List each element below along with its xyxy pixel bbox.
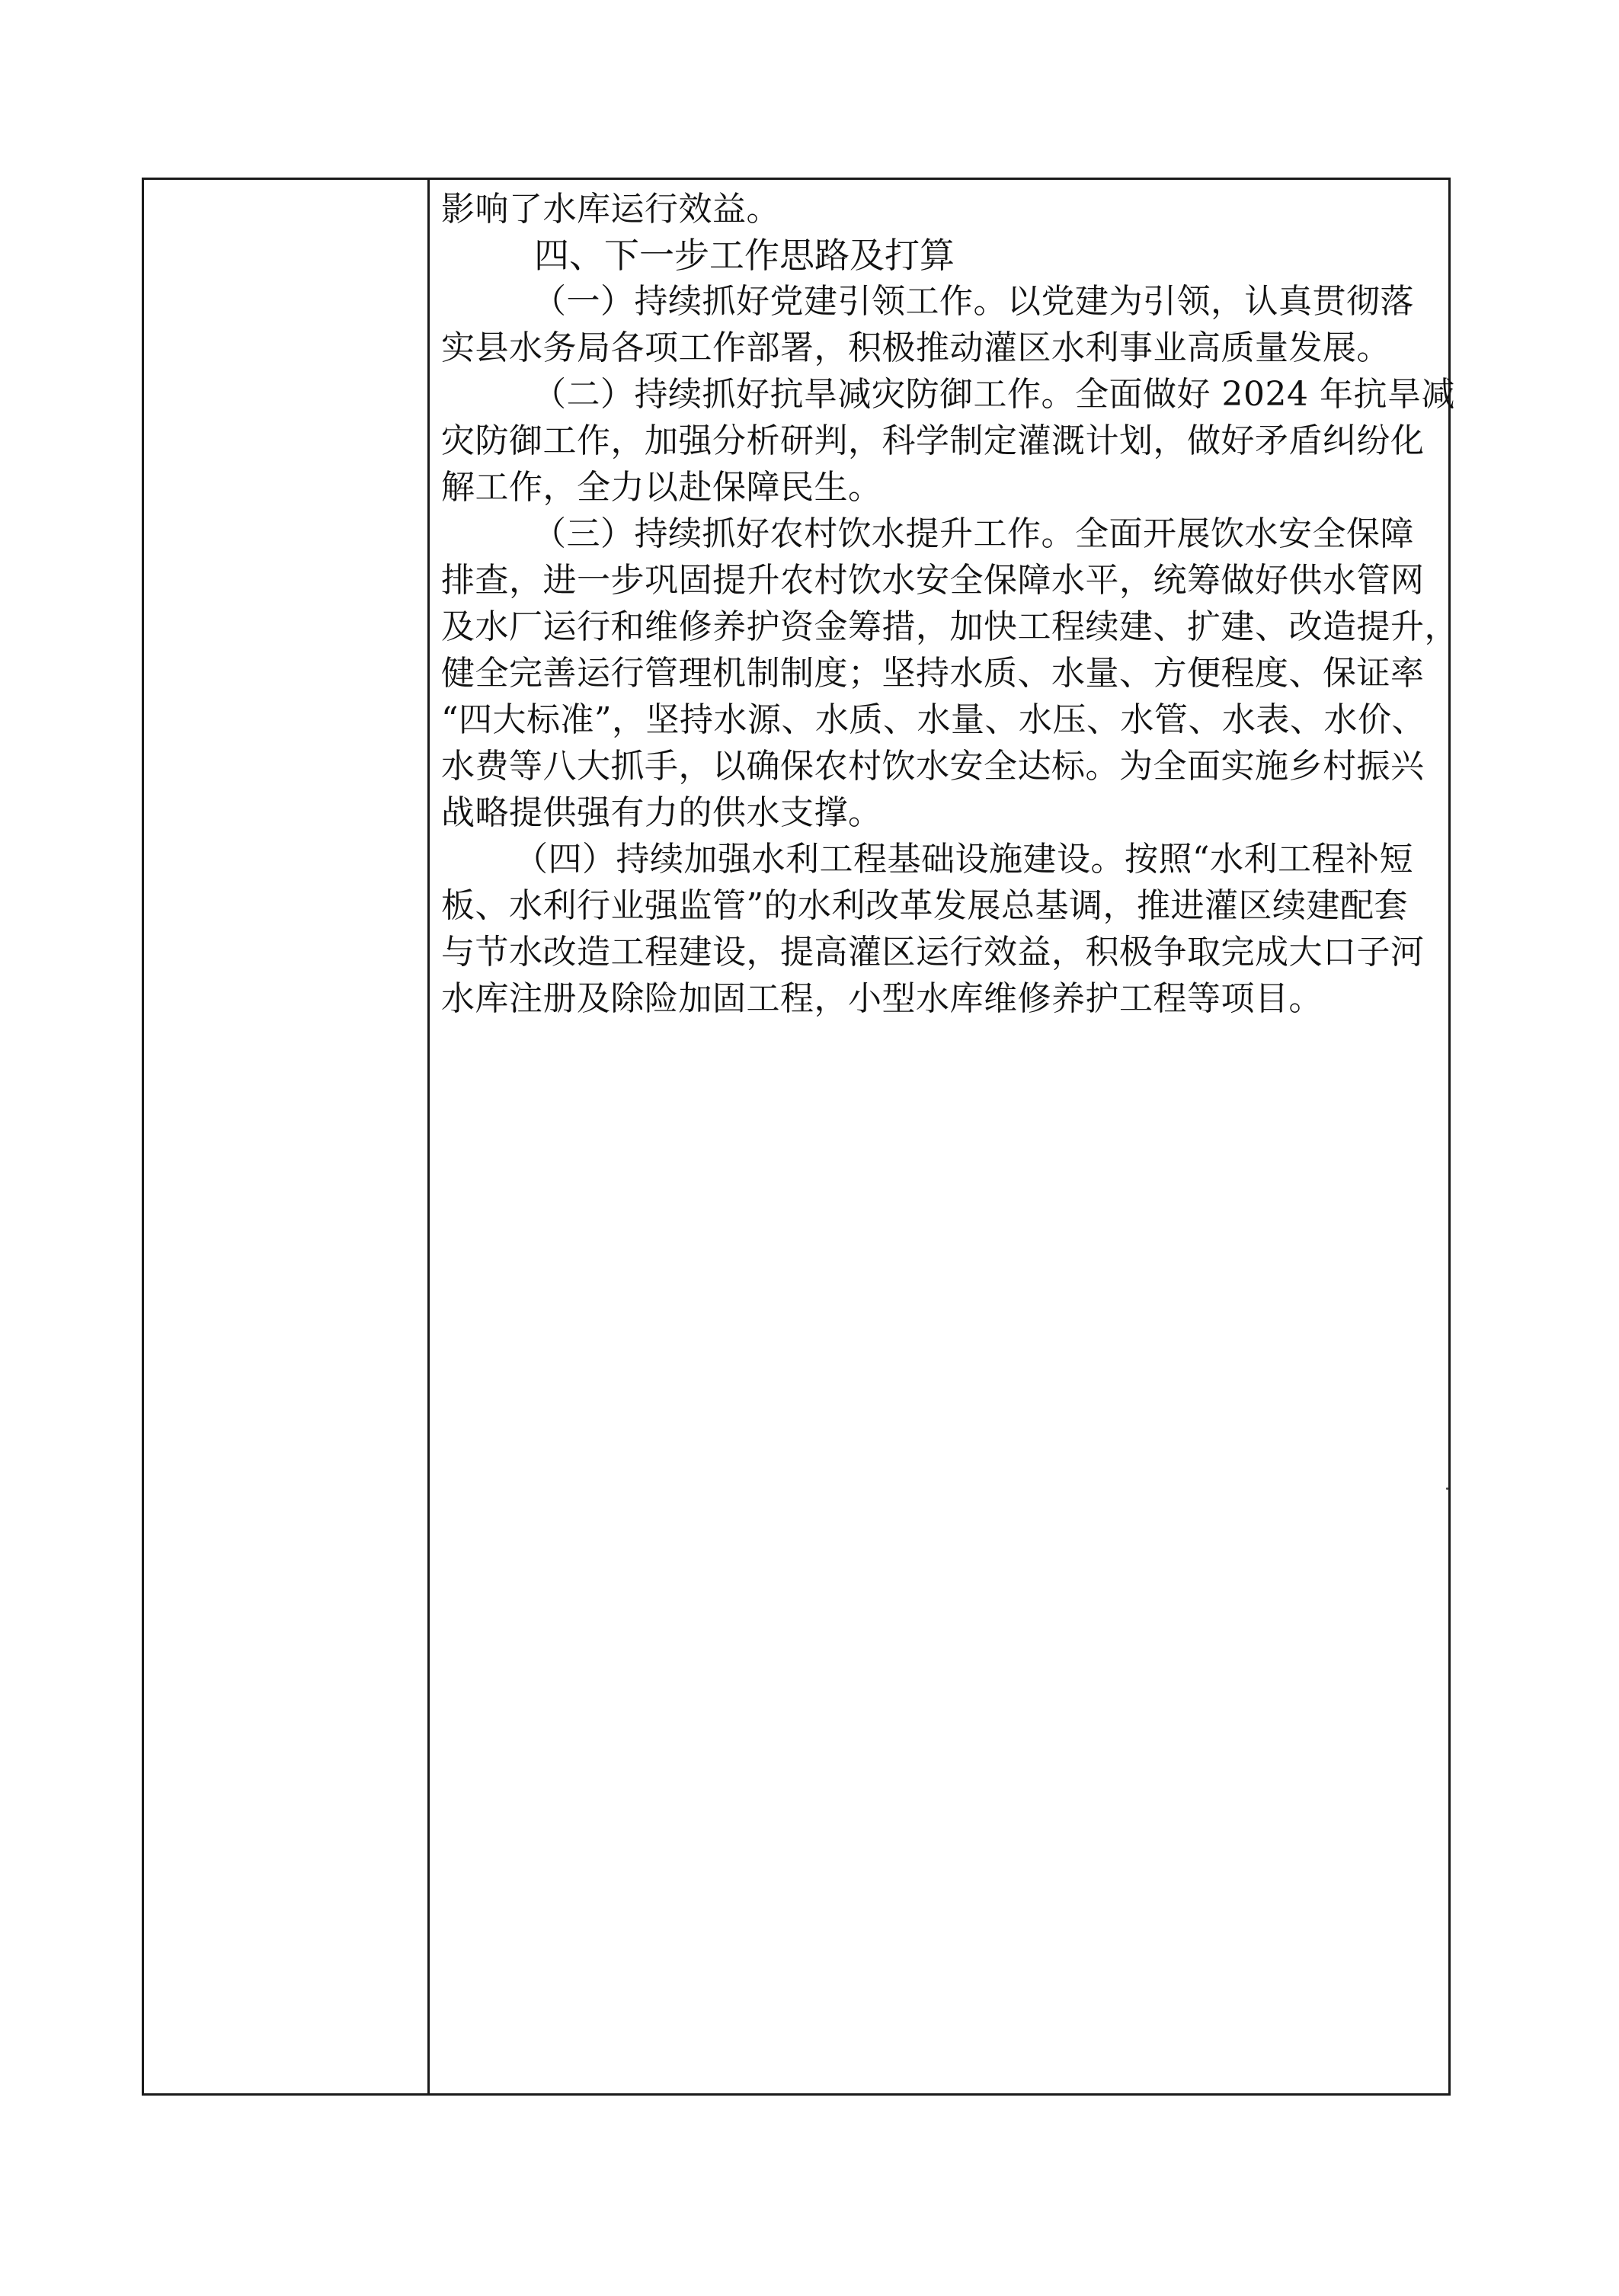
paragraph-line: （一）持续抓好党建引领工作。以党建为引领，认真贯彻落 bbox=[533, 282, 1414, 321]
paragraph-line: （三）持续抓好农村饮水提升工作。全面开展饮水安全保障 bbox=[533, 514, 1414, 553]
paragraph-line: 战略提供强有力的供水支撑。 bbox=[441, 793, 882, 832]
document-table bbox=[142, 178, 1458, 2096]
paragraph-line: 健全完善运行管理机制制度；坚持水质、水量、方便程度、保证率 bbox=[441, 654, 1425, 693]
paragraph-line: “四大标准”，坚持水源、水质、水量、水压、水管、水表、水价、 bbox=[441, 700, 1425, 739]
paragraph-line: 水费等八大抓手，以确保农村饮水安全达标。为全面实施乡村振兴 bbox=[441, 747, 1425, 786]
continuation-line: 影响了水库运行效益。 bbox=[441, 190, 780, 229]
paragraph-line: 排查，进一步巩固提升农村饮水安全保障水平，统筹做好供水管网 bbox=[441, 561, 1425, 600]
paragraph-line: 灾防御工作，加强分析研判，科学制定灌溉计划，做好矛盾纠纷化 bbox=[441, 421, 1425, 460]
paragraph-line: 水库注册及除险加固工程，小型水库维修养护工程等项目。 bbox=[441, 979, 1323, 1018]
paragraph-line: 与节水改造工程建设，提高灌区运行效益，积极争取完成大口子河 bbox=[441, 933, 1425, 972]
table-content-cell bbox=[432, 180, 1458, 2093]
scan-speck bbox=[1446, 1487, 1448, 1490]
paragraph-3 bbox=[441, 511, 1458, 836]
paragraph-line: 板、水利行业强监管”的水利改革发展总基调，推进灌区续建配套 bbox=[441, 886, 1408, 925]
paragraph-2 bbox=[441, 371, 1455, 511]
paragraph-4 bbox=[441, 836, 1439, 1022]
section-heading: 四、下一步工作思路及打算 bbox=[534, 235, 955, 276]
paragraph-1 bbox=[441, 278, 1439, 371]
paragraph-line: 实县水务局各项工作部署，积极推动灌区水利事业高质量发展。 bbox=[441, 328, 1390, 367]
paragraph-line: （四）持续加强水利工程基础设施建设。按照“水利工程补短 bbox=[514, 840, 1413, 879]
paragraph-line: （二）持续抓好抗旱减灾防御工作。全面做好 2024 年抗旱减 bbox=[533, 375, 1455, 414]
paragraph-line: 解工作，全力以赴保障民生。 bbox=[441, 468, 882, 507]
table-label-cell bbox=[144, 180, 430, 2093]
paragraph-line: 及水厂运行和维修养护资金筹措，加快工程续建、扩建、改造提升， bbox=[441, 607, 1458, 646]
